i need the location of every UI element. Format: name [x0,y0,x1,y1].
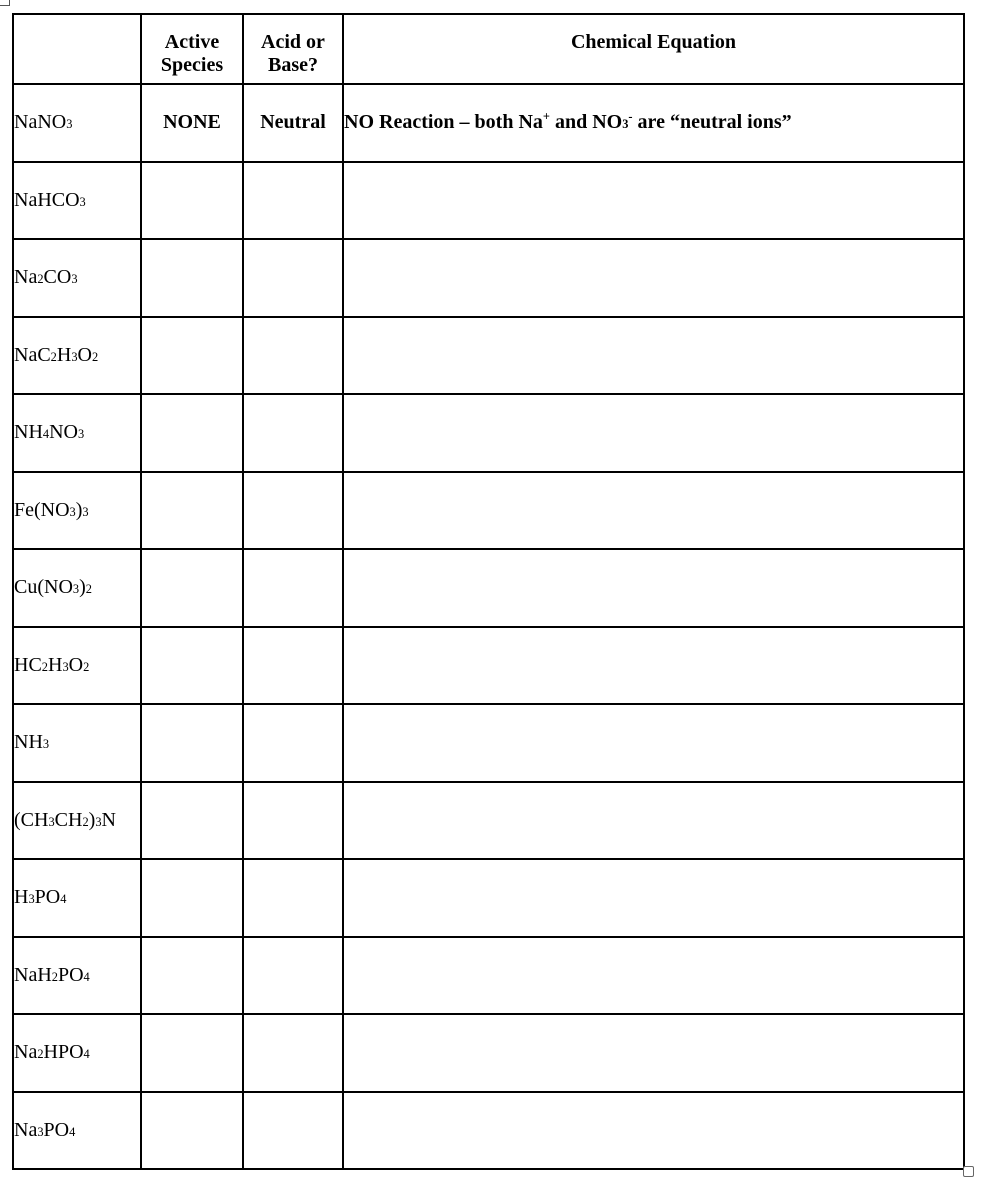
chemical-equation-cell[interactable] [343,317,964,395]
chemical-equation-cell[interactable] [343,627,964,705]
table-row [13,937,964,1015]
text-run: PO [43,1118,70,1141]
header-active-species-line1: Active [164,31,220,53]
subscript: 4 [42,427,50,442]
acid-or-base-cell[interactable] [243,472,343,550]
acid-or-base-cell[interactable] [243,239,343,317]
subscript: 3 [95,814,102,829]
text-run: O [77,343,92,366]
text-run: N [101,808,116,831]
text-run: NH [14,421,43,444]
text-run: HC [14,653,42,676]
table-row [13,84,964,162]
text-run: ) [75,498,83,521]
subscript: 3 [28,892,35,907]
active-species-cell[interactable]: NONE [141,84,243,162]
subscript: 2 [91,349,99,364]
table-row [13,549,964,627]
subscript: 2 [85,582,92,597]
chemical-equation-cell[interactable] [343,859,964,937]
active-species-cell[interactable] [141,394,243,472]
acid-base-worksheet-table [12,13,965,1170]
active-species-cell[interactable] [141,472,243,550]
subscript: 2 [37,1047,44,1062]
header-active-species-line2: Species [160,54,224,76]
header-acid-or-base-line2: Base? [268,54,318,76]
text-run: CH [54,808,83,831]
header-chemical-equation: Chemical Equation [343,14,964,84]
acid-or-base-cell[interactable] [243,859,343,937]
active-species-cell[interactable] [141,704,243,782]
table-row [13,1092,964,1170]
header-active-species [141,14,243,84]
active-species-cell[interactable] [141,162,243,240]
text-run: Cu(NO [14,576,73,599]
compound-cell[interactable] [13,162,141,240]
text-run: and NO [549,111,623,134]
compound-cell[interactable] [13,859,141,937]
acid-or-base-cell[interactable] [243,162,343,240]
text-run: PO [34,886,61,909]
subscript: 3 [62,659,69,674]
active-species-cell[interactable] [141,627,243,705]
compound-cell[interactable] [13,84,141,162]
subscript: 3 [69,504,76,519]
compound-cell[interactable] [13,549,141,627]
chemical-equation-cell[interactable] [343,472,964,550]
subscript: 3 [82,504,89,519]
subscript: 2 [82,814,89,829]
chemical-equation-cell[interactable] [343,782,964,860]
compound-cell[interactable] [13,782,141,860]
text-run: PO [57,963,84,986]
table-row [13,394,964,472]
subscript: 4 [69,1124,76,1139]
table-row [13,782,964,860]
text-run: O [68,653,84,676]
chemical-equation-cell[interactable] [343,704,964,782]
text-run: NaC [14,343,51,366]
subscript: 4 [83,1047,90,1062]
acid-or-base-cell[interactable]: Neutral [243,84,343,162]
chemical-equation-cell[interactable] [343,549,964,627]
table-row [13,627,964,705]
active-species-cell[interactable] [141,317,243,395]
text-run: ) [79,576,86,599]
compound-cell[interactable] [13,627,141,705]
acid-or-base-cell[interactable] [243,782,343,860]
text-run: Na [14,1041,38,1064]
subscript: 4 [83,969,90,984]
text-run: NaNO [14,111,67,134]
acid-or-base-cell[interactable] [243,394,343,472]
active-species-cell[interactable] [141,239,243,317]
table-row [13,704,964,782]
text-run: HPO [43,1041,84,1064]
compound-cell[interactable] [13,937,141,1015]
subscript: 2 [37,272,44,287]
header-compound [13,14,141,84]
acid-or-base-cell[interactable] [243,317,343,395]
subscript: 3 [79,194,86,209]
subscript: 4 [60,892,67,907]
text-run: Fe(NO [14,498,70,521]
text-run: Na [14,266,38,289]
acid-or-base-cell[interactable] [243,627,343,705]
compound-cell[interactable] [13,704,141,782]
chemical-equation-cell[interactable] [343,84,964,162]
text-run: (CH [14,808,49,831]
acid-or-base-cell[interactable] [243,704,343,782]
text-run: NaHCO [14,188,80,211]
chemical-equation-cell[interactable] [343,937,964,1015]
subscript: 3 [71,349,78,364]
text-run: are “neutral ions” [632,111,792,134]
chemical-equation-cell[interactable] [343,239,964,317]
text-run: NO Reaction – both Na [344,111,543,134]
acid-or-base-cell[interactable] [243,549,343,627]
table-row [13,162,964,240]
acid-or-base-cell[interactable] [243,937,343,1015]
text-run: NO [49,421,78,444]
subscript: 2 [51,969,58,984]
compound-cell[interactable] [13,317,141,395]
chemical-equation-cell[interactable] [343,1014,964,1092]
header-acid-or-base [243,14,343,84]
subscript: 2 [50,349,57,364]
table-row [13,1014,964,1092]
active-species-cell[interactable] [141,859,243,937]
subscript: 3 [66,117,73,132]
superscript: - [628,109,633,124]
table-header-row [13,14,964,84]
subscript: 3 [77,427,85,442]
text-run: H [56,343,72,366]
active-species-cell[interactable] [141,782,243,860]
table-row [13,317,964,395]
subscript: 3 [37,1124,44,1139]
table-row [13,859,964,937]
active-species-cell[interactable] [141,1092,243,1170]
subscript: 3 [72,582,80,597]
subscript: 3 [622,117,629,132]
text-run: H [48,653,63,676]
chemical-equation-cell[interactable] [343,394,964,472]
active-species-cell[interactable] [141,937,243,1015]
subscript: 2 [83,659,90,674]
table-row [13,239,964,317]
text-run: CO [43,266,72,289]
compound-cell[interactable] [13,239,141,317]
text-run: NaH [14,963,52,986]
text-run: H [14,886,29,909]
superscript: + [542,109,550,124]
compound-cell[interactable] [13,394,141,472]
acid-or-base-cell[interactable] [243,1092,343,1170]
compound-cell[interactable] [13,1092,141,1170]
subscript: 3 [48,814,55,829]
chemical-equation-cell[interactable] [343,162,964,240]
acid-or-base-cell[interactable] [243,1014,343,1092]
header-acid-or-base-line1: Acid or [261,31,325,53]
compound-cell[interactable] [13,1014,141,1092]
table-resize-handle-icon[interactable] [963,1166,974,1177]
table-move-handle-icon[interactable] [0,0,10,6]
active-species-cell[interactable] [141,549,243,627]
compound-cell[interactable] [13,472,141,550]
text-run: ) [88,808,96,831]
text-run: Na [14,1118,38,1141]
subscript: 3 [42,737,50,752]
subscript: 3 [71,272,78,287]
chemical-equation-cell[interactable] [343,1092,964,1170]
subscript: 2 [41,659,48,674]
active-species-cell[interactable] [141,1014,243,1092]
table-row [13,472,964,550]
text-run: NH [14,731,43,754]
